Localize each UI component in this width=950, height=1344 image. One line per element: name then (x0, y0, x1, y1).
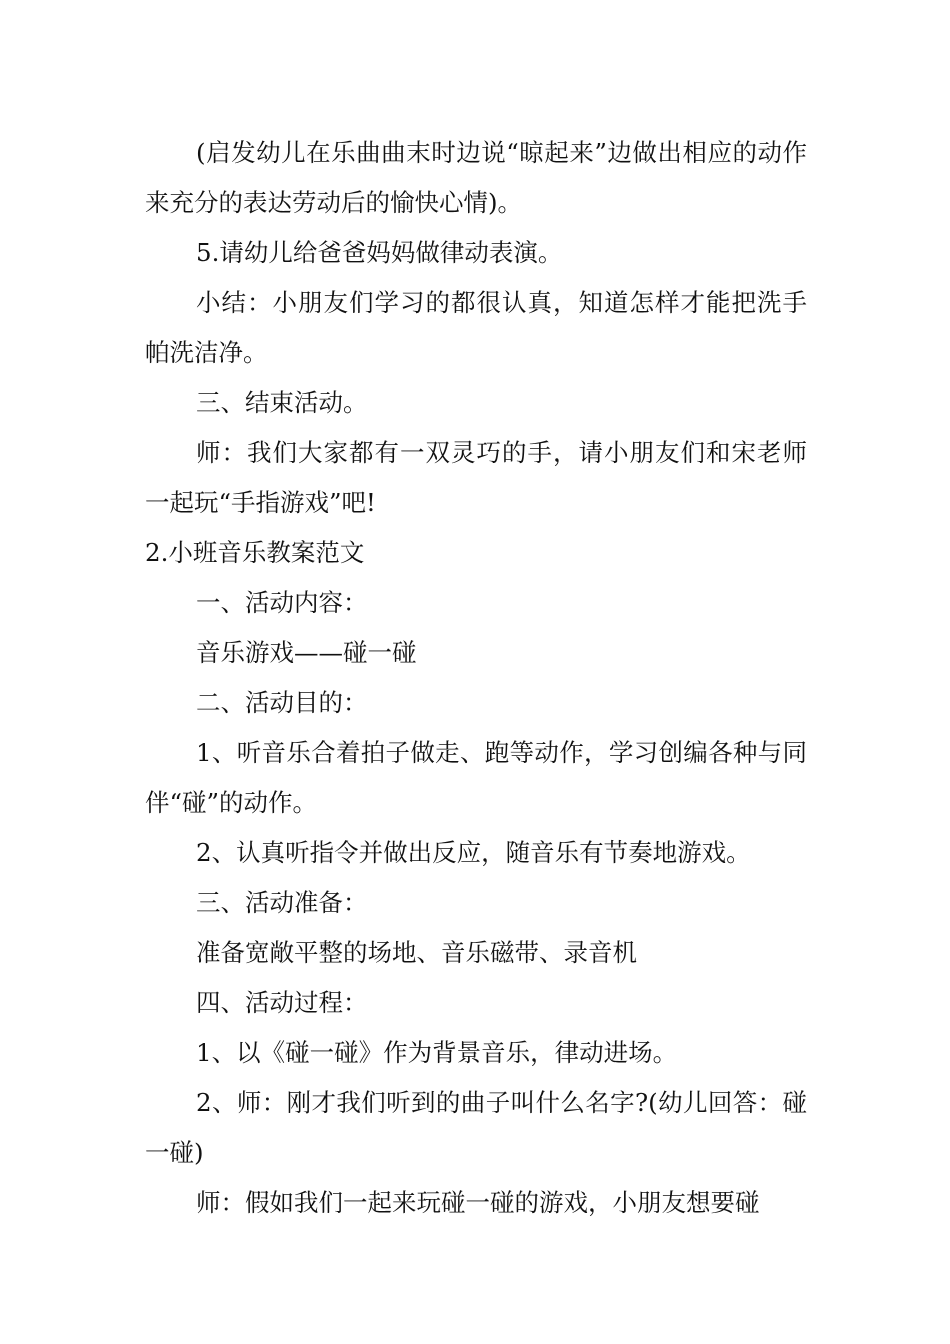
section-heading-content: 一、活动内容： (196, 588, 368, 617)
process-item-2: 2、师：刚才我们听到的曲子叫什么名字?(幼儿回答：碰一碰) (145, 1088, 807, 1167)
section-heading-end-activity: 三、结束活动。 (196, 388, 368, 417)
preparation-text: 准备宽敞平整的场地、音乐磁带、录音机 (196, 938, 637, 967)
section-heading-goals: 二、活动目的： (196, 688, 368, 717)
paragraph-3: 小结：小朋友们学习的都很认真，知道怎样才能把洗手帕洗洁净。 (145, 288, 807, 367)
section-heading-process: 四、活动过程： (196, 988, 368, 1017)
document-body (145, 128, 807, 1228)
process-item-1: 1、以《碰一碰》作为背景音乐，律动进场。 (196, 1038, 678, 1067)
goal-item-2: 2、认真听指令并做出反应，随音乐有节奏地游戏。 (196, 838, 751, 867)
paragraph-5: 师：我们大家都有一双灵巧的手，请小朋友们和宋老师一起玩“手指游戏”吧! (145, 438, 807, 517)
document-section-title: 2.小班音乐教案范文 (145, 538, 365, 567)
paragraph-1: (启发幼儿在乐曲曲末时边说“晾起来”边做出相应的动作来充分的表达劳动后的愉快心情)。 (145, 138, 807, 217)
paragraph-game-name: 音乐游戏——碰一碰 (196, 638, 417, 667)
teacher-line: 师：假如我们一起来玩碰一碰的游戏，小朋友想要碰 (196, 1188, 760, 1217)
paragraph-2: 5.请幼儿给爸爸妈妈做律动表演。 (196, 238, 563, 267)
section-heading-preparation: 三、活动准备： (196, 888, 368, 917)
goal-item-1: 1、听音乐合着拍子做走、跑等动作，学习创编各种与同伴“碰”的动作。 (145, 738, 807, 817)
